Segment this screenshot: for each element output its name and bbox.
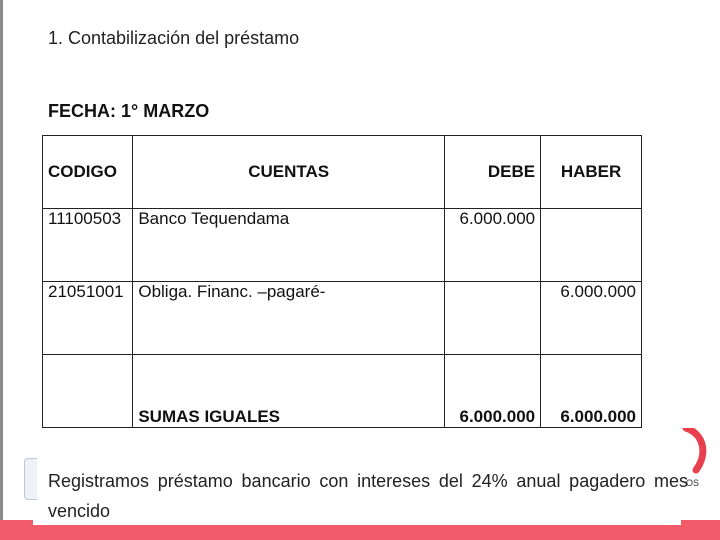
note-left-mark	[24, 458, 37, 500]
entry-description: Registramos préstamo bancario con intereses del 24% anual pagadero mes vencido	[48, 471, 688, 521]
totals-row	[43, 355, 642, 428]
entry-date: FECHA: 1° MARZO	[48, 101, 210, 121]
table-header-row	[43, 136, 642, 209]
table-row	[43, 209, 642, 282]
totals-debit: 6.000.000	[444, 355, 540, 428]
row-credit: 6.000.000	[541, 282, 642, 355]
header-credit: HABER	[541, 136, 642, 209]
row-credit	[541, 209, 642, 282]
journal-entry-table	[42, 135, 642, 428]
table-row	[43, 282, 642, 355]
logo-text: OS	[686, 478, 700, 488]
totals-code-cell	[43, 355, 133, 428]
header-account: CUENTAS	[133, 136, 445, 209]
totals-credit: 6.000.000	[541, 355, 642, 428]
section-heading: 1. Contabilización del préstamo	[48, 28, 300, 48]
header-code: CODIGO	[43, 136, 133, 209]
row-debit: 6.000.000	[444, 209, 540, 282]
totals-label: SUMAS IGUALES	[133, 355, 445, 428]
row-code: 11100503	[43, 209, 133, 282]
row-code: 21051001	[43, 282, 133, 355]
header-debit: DEBE	[444, 136, 540, 209]
left-edge-strip	[0, 0, 3, 540]
row-account: Obliga. Financ. –pagaré-	[133, 282, 445, 355]
row-debit	[444, 282, 540, 355]
row-account: Banco Tequendama	[133, 209, 445, 282]
